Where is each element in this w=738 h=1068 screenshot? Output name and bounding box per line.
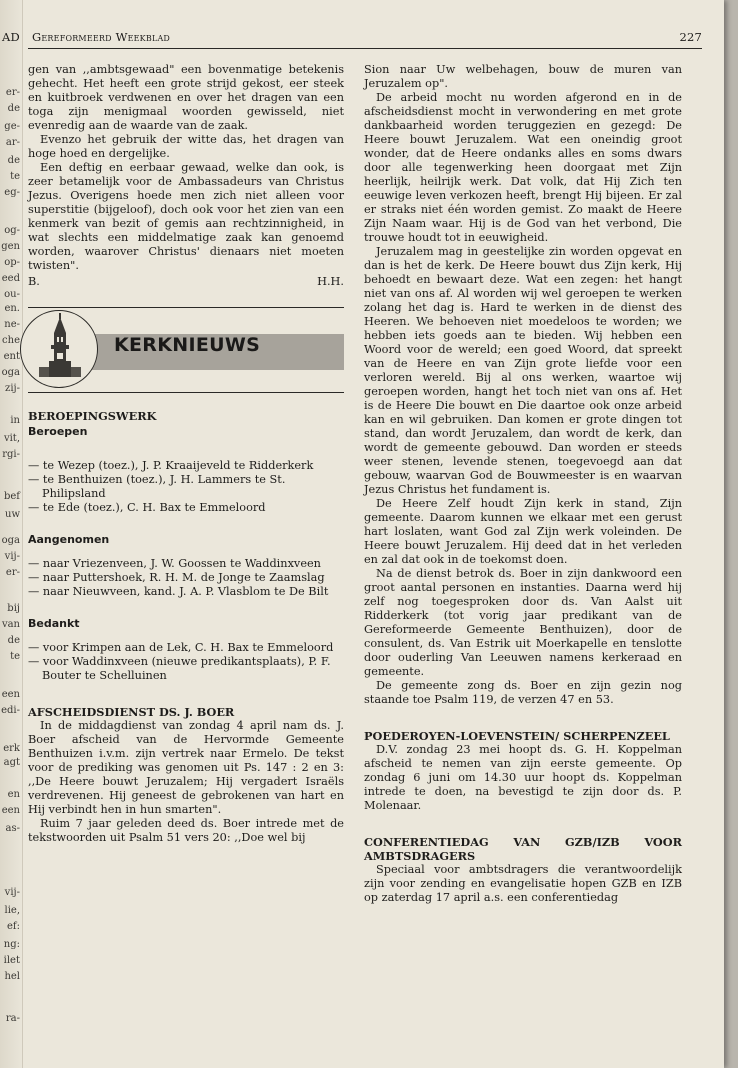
kerknieuws-banner xyxy=(28,307,344,393)
spine-fragment: ar- xyxy=(5,137,20,148)
spine-fragment: edi- xyxy=(1,705,20,716)
right-column xyxy=(364,63,682,905)
spine-fragment: een xyxy=(1,805,20,816)
article-paragraph: Speciaal voor ambtsdragers die verantwoordelijk zijn voor zending en evangelisatie hopen GZB en IZB op zaterdag 17 april a.s. een conferentiedag xyxy=(364,863,682,904)
spine-fragment: ou- xyxy=(4,289,20,300)
previous-page-spine xyxy=(0,0,23,1068)
spine-fragment: op- xyxy=(4,257,20,268)
spine-fragment: de xyxy=(7,103,20,114)
section-heading: AFSCHEIDSDIENST DS. J. BOER xyxy=(28,705,235,719)
spine-fragment: che xyxy=(2,335,20,346)
list-item: — te Benthuizen (toez.), J. H. Lammers te St. Philipsland xyxy=(28,473,286,500)
list-item: — naar Vriezenveen, J. W. Goossen te Waddinxveen xyxy=(28,557,321,570)
section-heading: CONFERENTIEDAG VAN GZB/IZB VOOR AMBTSDRAGERS xyxy=(364,835,682,863)
spine-fragment: vij- xyxy=(4,887,20,898)
article-paragraph: De arbeid mocht nu worden afgerond en in de afscheidsdienst mocht in verwondering en met grote dankbaarheid worden teruggezien en gezegd: De Heere bouwt Jeruzalem. Wat een oneindig groot wonder, dat de Heere ondanks alles en soms dwars door alle tegenwerking heen doorgaat met Zijn heerlijk, heilrijk werk. Dat volk, dat Hij Zich ten eeuwige leven verkozen heeft, brengt Hij bijeen. Er zal er straks niet één worden gemist. Zo maakt de Heere Zijn Naam waar. Hij is de God van het verbond, Die trouwe houdt tot in eeuwigheid. xyxy=(364,91,682,244)
spine-fragment: agt xyxy=(3,757,20,768)
article-paragraph: Sion naar Uw welbehagen, bouw de muren van Jeruzalem op". xyxy=(364,63,682,90)
running-header xyxy=(0,30,702,46)
signature-left: B. xyxy=(28,275,40,288)
spine-fragment: oga xyxy=(1,535,20,546)
spine-fragment: eg- xyxy=(4,187,20,198)
spine-fragment: ra- xyxy=(5,1013,20,1024)
list-item: — naar Puttershoek, R. H. M. de Jonge te Zaamslag xyxy=(28,571,325,584)
list-item: — voor Waddinxveen (nieuwe predikantsplaats), P. F. Bouter te Schelluinen xyxy=(28,655,331,682)
spine-fragment: bij xyxy=(7,603,20,614)
list-item: — te Ede (toez.), C. H. Bax te Emmeloord xyxy=(28,501,266,514)
article-paragraph: De gemeente zong ds. Boer en zijn gezin nog staande toe Psalm 119, de verzen 47 en 53. xyxy=(364,679,682,706)
spine-fragment: oga xyxy=(1,367,20,378)
header-left-fragment: AD xyxy=(2,30,20,44)
signature-right: H.H. xyxy=(317,275,344,288)
article-paragraph: Evenzo het gebruik der witte das, het dragen van hoge hoed en dergelijke. xyxy=(28,133,344,160)
publication-title: Gereformeerd Weekblad xyxy=(32,30,171,44)
spine-fragment: erk xyxy=(3,743,20,754)
spine-fragment: er- xyxy=(5,567,20,578)
spine-fragment: ent xyxy=(3,351,20,362)
article-paragraph: Na de dienst betrok ds. Boer in zijn dankwoord een groot aantal personen en instanties. Daarna werd hij zelf nog toegesproken door ds. Van Aalst uit Ridderkerk (tot vorig jaar predikant van de Gereformeerde Gemeente Benthuizen), door de consulent, ds. Van Estrik uit Moerkapelle en tenslotte door ouderling Van Leeuwen namens kerkeraad en gemeente. xyxy=(364,567,682,678)
spine-fragment: vij- xyxy=(4,551,20,562)
spine-fragment: eed xyxy=(1,273,20,284)
spine-fragment: de xyxy=(7,155,20,166)
spine-fragment: lie, xyxy=(4,905,20,916)
left-column xyxy=(28,63,344,845)
list-item: — voor Krimpen aan de Lek, C. H. Bax te Emmeloord xyxy=(28,641,334,654)
spine-fragment: zij- xyxy=(5,383,20,394)
list-item: — naar Nieuwveen, kand. J. A. P. Vlasblom te De Bilt xyxy=(28,585,329,598)
subheading-aangenomen: Aangenomen xyxy=(28,533,110,546)
spine-fragment: te xyxy=(10,171,20,182)
spine-fragment: er- xyxy=(5,87,20,98)
page-number: 227 xyxy=(679,30,702,44)
spine-fragment: gen xyxy=(1,241,20,252)
article-paragraph: In de middagdienst van zondag 4 april nam ds. J. Boer afscheid van de Hervormde Gemeente Benthuizen i.v.m. zijn vertrek naar Ermelo. De tekst voor de prediking was genomen uit Ps. 147 : 2 en 3: ,,De Heere bouwt Jeruzalem; Hij vergadert Israëls verdrevenen. Hij geneest de gebrokenen van hart en Hij verbindt hen in hun smarten". xyxy=(28,719,344,816)
spine-fragment: ne- xyxy=(4,319,20,330)
spine-fragment: en. xyxy=(4,303,20,314)
article-signature xyxy=(28,275,344,289)
subheading-beroepen: Beroepen xyxy=(28,425,88,438)
article-paragraph: Jeruzalem mag in geestelijke zin worden opgevat en dan is het de kerk. De Heere bouwt dus Zijn kerk, Hij behoedt en bewaart deze. Wat een zegen: het hangt niet van ons af. Al worden wij wel geroepen te werken zolang het dag is. Hard te werken in de dienst des Heeren. We behoeven niet moedeloos te worden; we hebben iets goeds aan te bieden. Wij hebben een Woord voor de wereld; een goed Woord, dat spreekt van de Heere en van Zijn grote liefde voor een verloren wereld. Bij al ons werken, waartoe wij geroepen worden, hangt het toch niet van ons af. Het is de Heere Die bouwt en Die daartoe ook onze arbeid kan en wil gebruiken. Dan komen er grote dingen tot stand, dan wordt Jeruzalem, dan wordt de kerk, dan wordt de gemeente gebouwd. Dan worden er steeds weer stenen, levende stenen, toegevoegd aan dat gebouw, waarvan God de Bouwmeester is en waarvan Jezus Christus het fundament is. xyxy=(364,245,682,496)
spine-fragment: rgi- xyxy=(2,449,20,460)
church-tower-icon xyxy=(21,311,97,387)
spine-fragment: og- xyxy=(4,225,20,236)
spine-fragment: vit, xyxy=(3,433,20,444)
church-tower-logo xyxy=(20,310,98,388)
spine-fragment: te xyxy=(10,651,20,662)
spine-fragment: ef: xyxy=(7,921,20,932)
section-banner-title: KERKNIEUWS xyxy=(114,334,261,356)
list-item: — te Wezep (toez.), J. P. Kraaijeveld te Ridderkerk xyxy=(28,459,314,472)
header-rule xyxy=(28,48,702,49)
spine-fragment: in xyxy=(10,415,20,426)
spine-fragment: bef xyxy=(3,491,20,502)
spine-fragment: van xyxy=(1,619,20,630)
spine-fragment: en xyxy=(7,789,20,800)
spine-fragment: uw xyxy=(5,509,20,520)
section-heading: POEDEROYEN-LOEVENSTEIN/ SCHERPENZEEL xyxy=(364,729,670,743)
spine-fragment: ilet xyxy=(3,955,20,966)
spine-fragment: hel xyxy=(4,971,20,982)
spine-fragment: as- xyxy=(5,823,20,834)
spine-fragment: een xyxy=(1,689,20,700)
spine-fragment: ng: xyxy=(3,939,20,950)
spine-fragment: de xyxy=(7,635,20,646)
article-paragraph: D.V. zondag 23 mei hoopt ds. G. H. Koppelman afscheid te nemen van zijn eerste gemeente. Op zondag 6 juni om 14.30 uur hoopt ds. Koppelman intrede te doen, na bevestigd te zijn door ds. P. Molenaar. xyxy=(364,743,682,812)
article-paragraph: Ruim 7 jaar geleden deed ds. Boer intrede met de tekstwoorden uit Psalm 51 vers 20: ,,Doe wel bij xyxy=(28,817,344,844)
spine-fragment: ge- xyxy=(4,121,20,132)
subheading-bedankt: Bedankt xyxy=(28,617,80,630)
article-paragraph: Een deftig en eerbaar gewaad, welke dan ook, is zeer betamelijk voor de Ambassadeurs van Christus Jezus. Overigens hoede men zich niet alleen voor superstitie (bijgeloof), doch ook voor het zien van een kenmerk van bezit of gemis aan rechtzinnigheid, in wat slechts een middelmatige zaak kan genoemd worden, waarover Christus' dienaars niet moeten twisten". xyxy=(28,161,344,272)
article-paragraph: De Heere Zelf houdt Zijn kerk in stand, Zijn gemeente. Daarom kunnen we elkaar met een gerust hart loslaten, want God zal Zijn werk voleinden. De Heere bouwt Jeruzalem. Hij deed dat in het verleden en zal dat ook in de toekomst doen. xyxy=(364,497,682,566)
section-heading: BEROEPINGSWERK xyxy=(28,409,157,423)
article-paragraph: gen van ,,ambtsgewaad" een bovenmatige betekenis gehecht. Het heeft een grote strijd gekost, eer steek en kuitbroek verdwenen en over het dragen van een toga zijn menigmaal woorden gewisseld, niet evenredig aan de waarde van de zaak. xyxy=(28,63,344,132)
